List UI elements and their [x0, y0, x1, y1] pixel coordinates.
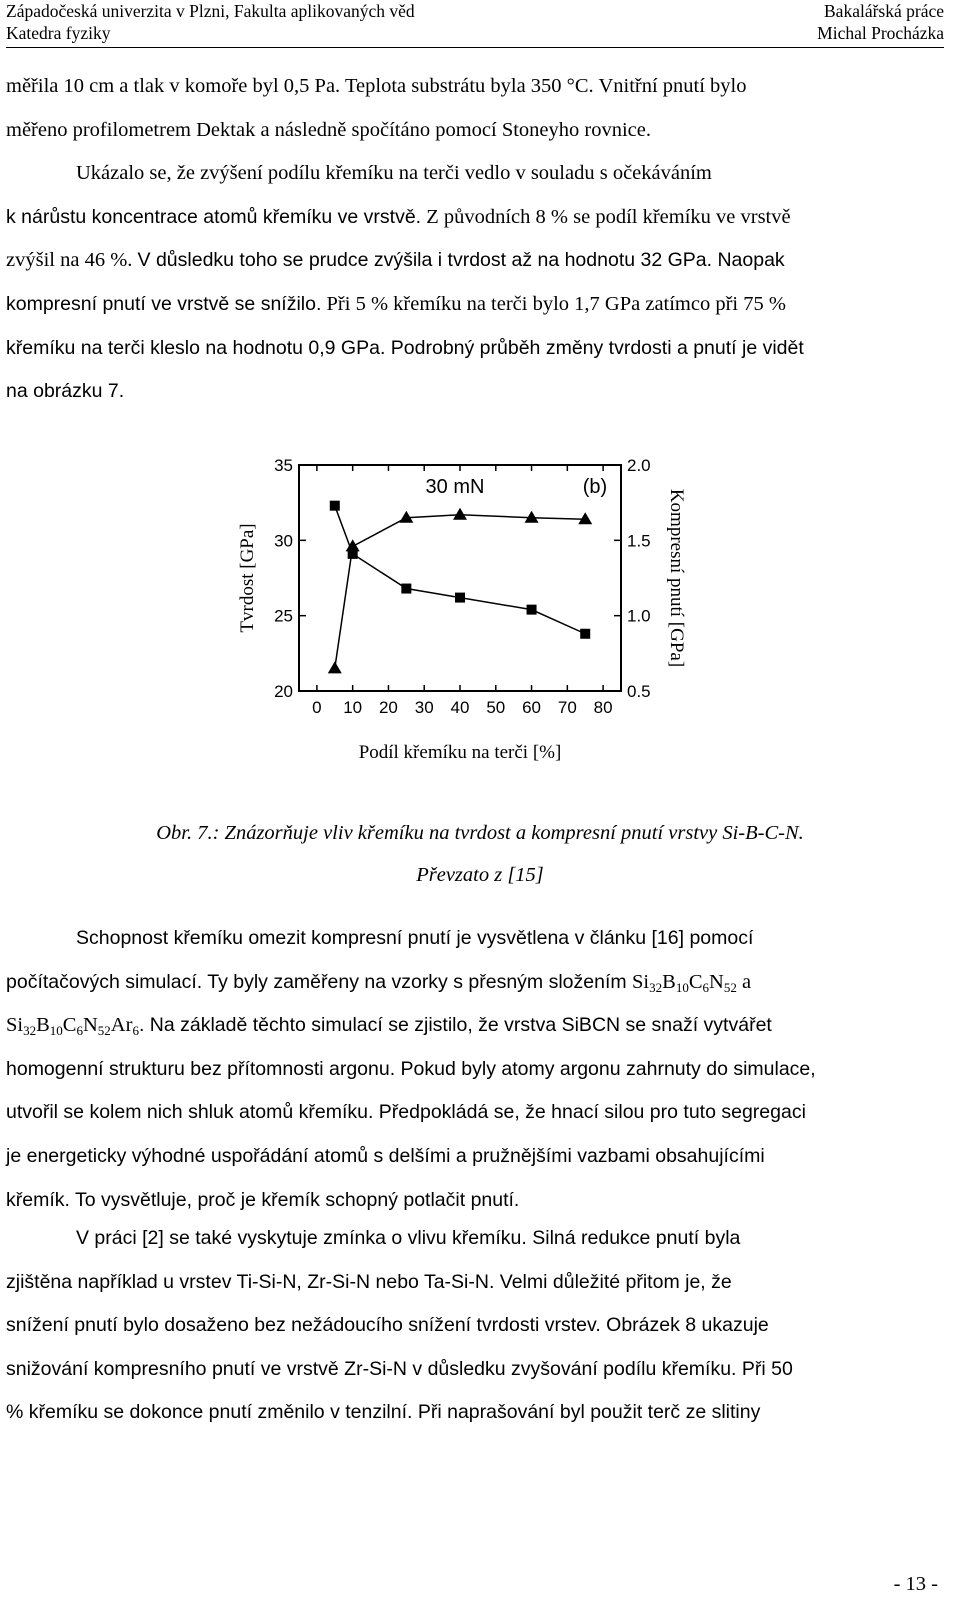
formula-subscript: 32 [649, 979, 663, 995]
x-tick-label: 70 [557, 698, 577, 717]
figure-7-chart [225, 455, 705, 795]
p1-line-1: měřila 10 cm a tlak v komoře byl 0,5 Pa. Teplota substrátu byla 350 °C. Vnitřní pnutí bylo [6, 75, 747, 97]
p2-line-7: křemík. To vysvětluje, proč je křemík schopný potlačit pnutí. [6, 1188, 520, 1211]
header-university: Západočeská univerzita v Plzni, Fakulta aplikovaných věd [6, 1, 415, 21]
formula-subscript: 52 [723, 979, 737, 995]
chart-svg [225, 455, 705, 795]
p2-line-4: homogenní strukturu bez přítomnosti argonu. Pokud byly atomy argonu zahrnuty do simulace, [6, 1057, 816, 1080]
x-axis-label: Podíl křemíku na terči [%] [358, 742, 562, 763]
data-point-triangle [578, 512, 592, 524]
x-tick-label: 20 [378, 698, 398, 717]
p3-line-2: zjištěna například u vrstev Ti-Si-N, Zr-Si-N nebo Ta-Si-N. Velmi důležité přitom je, že [6, 1270, 732, 1293]
y-right-tick-label: 0.5 [627, 682, 651, 701]
p1-line-3: Ukázalo se, že zvýšení podílu křemíku na terči vedlo v souladu s očekáváním [76, 162, 712, 185]
data-point-square [455, 593, 465, 603]
p1-line-5b: V důsledku toho se prudce zvýšila i tvrdost až na hodnotu 32 GPa. Naopak [137, 249, 785, 272]
y-right-tick-label: 2.0 [627, 456, 651, 475]
p3-line-1: V práci [2] se také vyskytuje zmínka o vlivu křemíku. Silná redukce pnutí byla [76, 1227, 741, 1249]
y-right-tick-label: 1.0 [627, 606, 651, 626]
formula-subscript: 6 [76, 1023, 83, 1039]
x-tick-label: 80 [593, 698, 613, 717]
formula-subscript: 32 [23, 1023, 37, 1039]
panel-label: (b) [582, 476, 608, 498]
formula-subscript: 6 [132, 1023, 139, 1039]
x-tick-label: 60 [522, 698, 542, 717]
p1-line-6b: Při 5 % křemíku na terči bylo 1,7 GPa zatímco při 75 % [326, 292, 786, 315]
paragraph-2 [6, 917, 936, 1222]
series-line-triangle [335, 515, 585, 669]
formula-element: Si [6, 1014, 24, 1037]
page-number: - 13 - [893, 1573, 938, 1595]
formula-element: C [688, 970, 703, 993]
data-point-triangle [328, 661, 342, 673]
data-point-triangle [525, 511, 539, 523]
header-department: Katedra fyziky [6, 23, 111, 43]
formula-element: C [62, 1014, 77, 1037]
p1-line-6a: kompresní pnutí ve vrstvě se snížilo. [6, 292, 322, 315]
header-doc-type: Bakalářská práce [824, 1, 944, 21]
y-right-axis-label: Kompresní pnutí [GPa] [666, 488, 687, 668]
chart-annotation: 30 mN [425, 476, 485, 498]
y-right-tick-label: 1.5 [627, 531, 651, 551]
y-left-axis-label: Tvrdost [GPa] [237, 523, 258, 633]
data-point-square [330, 501, 340, 511]
data-point-triangle [453, 508, 467, 520]
formula-1 [632, 971, 737, 993]
p1-line-5a: zvýšil na 46 %. [6, 249, 133, 272]
x-tick-label: 30 [414, 698, 434, 717]
paragraph-3 [6, 1217, 936, 1435]
p2-line-2b: a [736, 970, 752, 993]
data-point-square [401, 584, 411, 594]
figure-caption: Obr. 7.: Znázorňuje vliv křemíku na tvrdost a kompresní pnutí vrstvy Si-B-C-N. [156, 822, 804, 844]
formula-subscript: 52 [97, 1023, 111, 1039]
p2-line-1: Schopnost křemíku omezit kompresní pnutí je vysvětlena v článku [16] pomocí [76, 927, 754, 949]
p1-line-4a: k nárůstu koncentrace atomů křemíku ve vrstvě. [6, 205, 422, 228]
formula-element: Si [632, 970, 650, 993]
formula-element: N [82, 1014, 98, 1037]
data-point-square [580, 629, 590, 639]
p3-line-4: snižování kompresního pnutí ve vrstvě Zr-Si-N v důsledku zvyšování podílu křemíku. Při 50 [6, 1357, 793, 1380]
x-tick-label: 10 [343, 698, 363, 717]
p1-line-7: křemíku na terči kleslo na hodnotu 0,9 GPa. Podrobný průběh změny tvrdosti a pnutí je vidět [6, 336, 804, 359]
formula-element: N [709, 970, 724, 993]
formula-subscript: 10 [675, 979, 689, 995]
p2-line-5: utvořil se kolem nich shluk atomů křemíku. Předpokládá se, že hnací silou pro tuto segregaci [6, 1101, 806, 1124]
x-tick-label: 50 [486, 698, 506, 717]
formula-subscript: 10 [49, 1023, 63, 1039]
y-left-tick-label: 30 [274, 531, 293, 551]
y-left-tick-label: 20 [274, 682, 293, 701]
figure-source: Převzato z [15] [416, 864, 544, 886]
x-tick-label: 0 [312, 698, 322, 717]
formula-element: B [36, 1014, 50, 1037]
paragraph-1 [6, 65, 936, 414]
header-rule [6, 47, 944, 48]
p3-line-3: snížení pnutí bylo dosaženo bez nežádoucího snížení tvrdosti vrstev. Obrázek 8 ukazuje [6, 1314, 769, 1337]
header-author: Michal Procházka [817, 23, 944, 43]
p2-line-3b: . Na základě těchto simulací se zjistilo, že vrstva SiBCN se snaží vytvářet [138, 1014, 772, 1037]
y-left-tick-label: 35 [274, 456, 293, 475]
p2-line-2a: počítačových simulací. Ty byly zaměřeny na vzorky s přesným složením [6, 970, 633, 993]
formula-2 [6, 1014, 139, 1039]
x-tick-label: 40 [450, 698, 470, 717]
p2-line-6: je energeticky výhodné uspořádání atomů s delšími a pružnějšími vazbami obsahujícími [6, 1144, 765, 1167]
p3-line-5: % křemíku se dokonce pnutí změnilo v tenzilní. Při naprašování byl použit terč ze slitiny [6, 1401, 761, 1424]
p1-line-8: na obrázku 7. [6, 380, 125, 403]
formula-element: B [662, 970, 676, 993]
series-line-square [335, 506, 585, 634]
y-left-tick-label: 25 [274, 606, 293, 626]
p1-line-2: měřeno profilometrem Dektak a následně spočítáno pomocí Stoneyho rovnice. [6, 118, 651, 141]
p1-line-4b: Z původních 8 % se podíl křemíku ve vrstvě [426, 205, 791, 228]
data-point-square [527, 605, 537, 615]
data-point-square [348, 549, 358, 559]
formula-element: Ar [110, 1014, 133, 1037]
formula-subscript: 6 [702, 979, 710, 995]
